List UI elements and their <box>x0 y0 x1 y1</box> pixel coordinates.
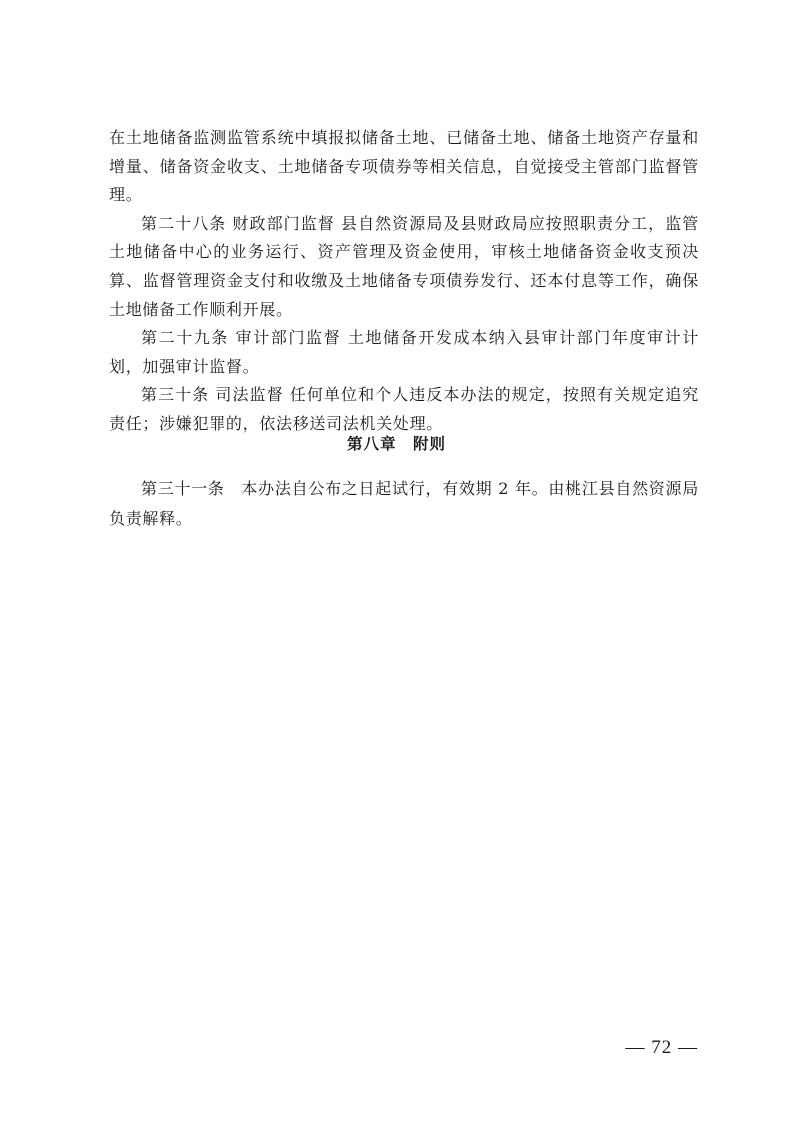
article-28 <box>109 210 699 324</box>
article-29 <box>109 324 699 381</box>
article-heading: 第三十条 司法监督 <box>141 385 284 405</box>
article-heading: 第二十八条 财政部门监督 <box>141 213 335 233</box>
article-text: 任何单位和个人违反本办法的规定，按照有关规定追究责任；涉嫌犯罪的，依法移送司法机关处理。 <box>109 385 699 433</box>
article-heading: 第三十一条 <box>141 479 225 498</box>
paragraph-text: 在土地储备监测监管系统中填报拟储备土地、已储备土地、储备土地资产存量和增量、储备资金收支、土地储备专项债券等相关信息，自觉接受主管部门监督管理。 <box>109 128 699 205</box>
article-text: 土地储备开发成本纳入县审计部门年度审计计划，加强审计监督。 <box>109 328 699 376</box>
paragraph-continuation <box>109 124 699 210</box>
page-number: — 72 — <box>625 1037 698 1058</box>
final-article <box>109 474 699 534</box>
article-body <box>109 124 699 439</box>
article-31 <box>109 474 699 534</box>
chapter-title: 第八章 附则 <box>346 435 446 453</box>
article-text: 县自然资源局及县财政局应按照职责分工，监管土地储备中心的业务运行、资产管理及资金使用，审核土地储备资金收支预决算、监督管理资金支付和收缴及土地储备专项债券发行、还本付息等工作，确保土地储备工作顺利开展。 <box>109 213 699 319</box>
article-30 <box>109 381 699 438</box>
article-text: 本办法自公布之日起试行，有效期 2 年。由桃江县自然资源局负责解释。 <box>109 479 699 528</box>
article-heading: 第二十九条 审计部门监督 <box>141 328 342 348</box>
